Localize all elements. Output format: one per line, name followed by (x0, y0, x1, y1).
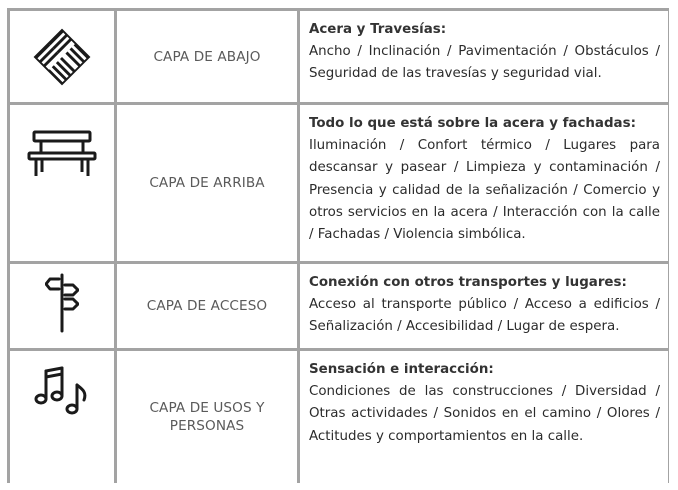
description-title: Conexión con otros transportes y lugares: (309, 275, 627, 290)
description-body: Acceso al transporte público / Acceso a edificios / Señalización / Accesibilidad / Lugar de espera. (309, 297, 660, 335)
description-title: Acera y Travesías: (309, 22, 447, 37)
signpost-icon (45, 273, 79, 333)
description-body: Ancho / Inclinación / Pavimentación / Obstáculos / Seguridad de las travesías y seguridad vial. (309, 44, 660, 82)
layer-label-usos-personas: CAPA DE USOS Y PERSONAS (117, 351, 297, 483)
row-3-description (300, 264, 668, 348)
description-body: Condiciones de las construcciones / Diversidad / Otras actividades / Sonidos en el camino / Olores / Actitudes y comportamientos en la calle. (309, 384, 660, 444)
layer-label-arriba: CAPA DE ARRIBA (117, 105, 297, 261)
row-2-description (300, 105, 668, 261)
row-3-icon-cell (10, 264, 114, 348)
layers-table (7, 8, 669, 483)
row-4-description (300, 351, 668, 483)
layer-label-acceso: CAPA DE ACCESO (117, 264, 297, 348)
row-4-icon-cell (10, 351, 114, 483)
woven-pavement-icon (33, 28, 91, 86)
row-2-icon-cell (10, 105, 114, 261)
row-1-icon-cell (10, 11, 114, 102)
row-1-description (300, 11, 668, 102)
layer-label-abajo: CAPA DE ABAJO (117, 11, 297, 102)
bench-icon (27, 129, 97, 179)
description-title: Sensación e interacción: (309, 362, 494, 377)
music-notes-icon (34, 365, 90, 415)
description-title: Todo lo que está sobre la acera y fachadas: (309, 116, 636, 131)
description-body: Iluminación / Confort térmico / Lugares para descansar y pasear / Limpieza y contaminación / Presencia y calidad de la señalización / Comercio y otros servicios en la acera / Interacción con la calle / Fachadas / Violencia simbólica. (309, 138, 660, 243)
